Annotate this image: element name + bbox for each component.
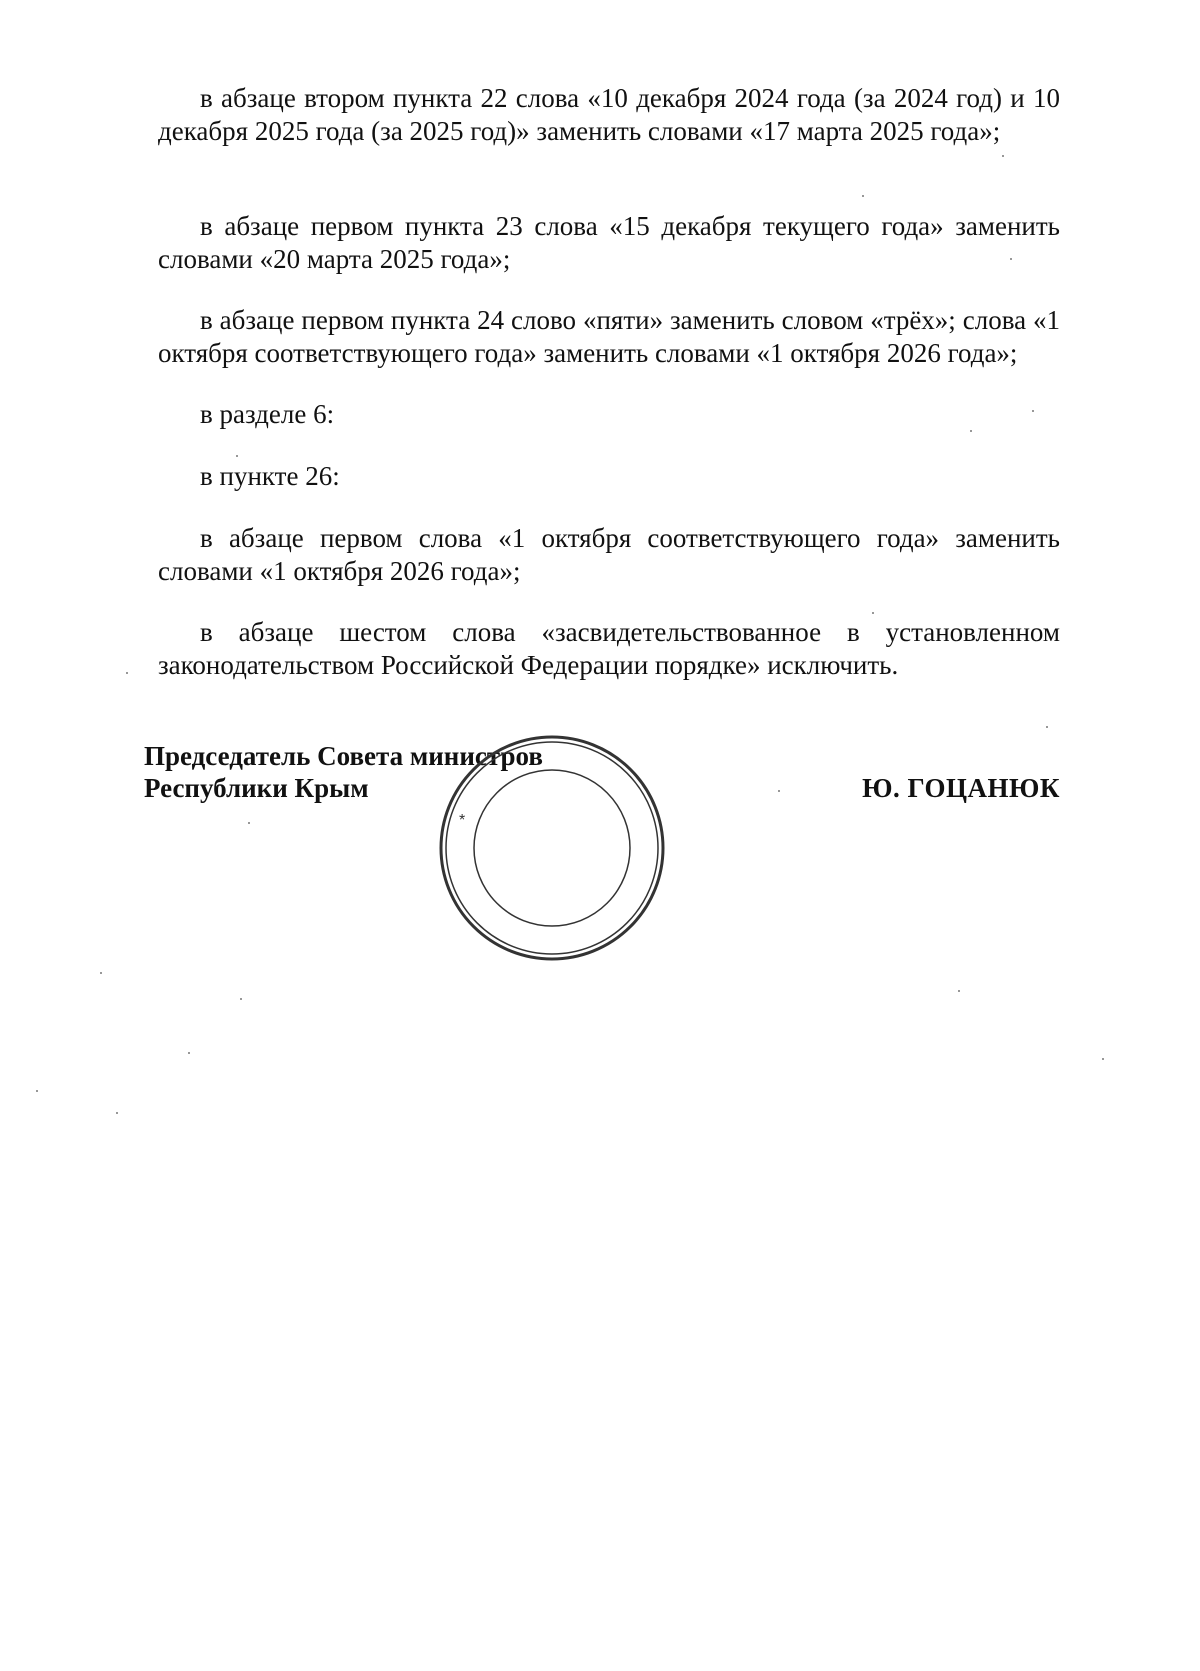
- paragraph-2: в абзаце первом пункта 23 слова «15 декабря текущего года» заменить словами «20 марта 2025 года»;: [158, 211, 1060, 274]
- official-stamp: [437, 733, 667, 963]
- svg-text:*: *: [459, 812, 466, 829]
- paragraph-7: в абзаце шестом слова «засвидетельствованное в установленном законодательством Российской Федерации порядке» исключить.: [158, 617, 1060, 680]
- stamp-seal-icon: [437, 733, 667, 963]
- paragraph-4: в разделе 6:: [200, 399, 335, 429]
- paragraph-3: в абзаце первом пункта 24 слово «пяти» заменить словом «трёх»; слова «1 октября соответствующего года» заменить словами «1 октября 2026 года»;: [158, 305, 1060, 368]
- signatory-name: Ю. ГОЦАНЮК: [862, 773, 1060, 803]
- paragraph-6: в абзаце первом слова «1 октября соответствующего года» заменить словами «1 октября 2026 года»;: [158, 523, 1060, 586]
- paragraph-5: в пункте 26:: [200, 461, 340, 491]
- paragraph-1: в абзаце втором пункта 22 слова «10 декабря 2024 года (за 2024 год) и 10 декабря 2025 года (за 2025 год)» заменить словами «17 марта 2025 года»;: [158, 83, 1060, 146]
- signature-position-line-1: Председатель Совета министров: [144, 741, 543, 771]
- signature-position-line-2: Республики Крым: [144, 773, 369, 803]
